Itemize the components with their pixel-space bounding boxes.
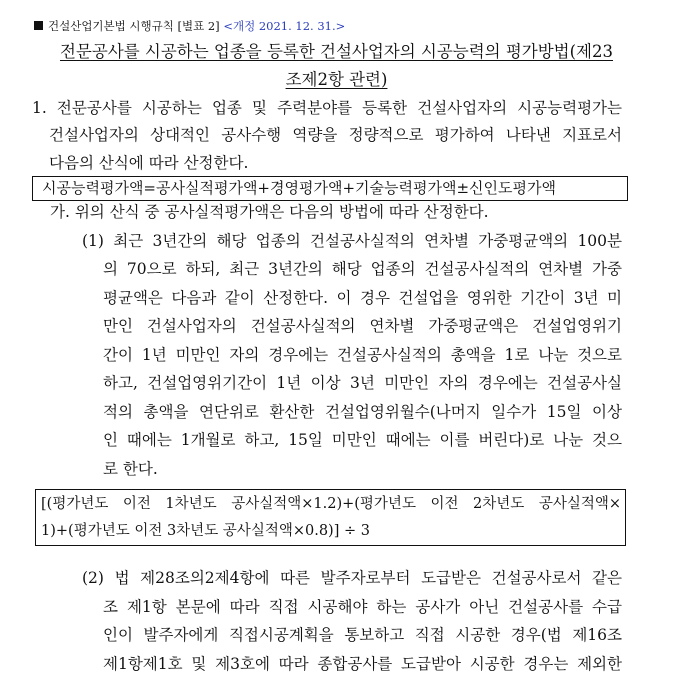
item2-line-1: (2) 법 제28조의2제4항에 따른 발주자로부터 도급받은 건설공사로서 같은 [82,569,622,587]
item-ga: 가. 위의 산식 중 공사실적평가액은 다음의 방법에 따라 산정한다. [50,203,489,221]
item1-line-6: 하고, 건설업영위기간이 1년 이상 3년 미만인 자의 경우에는 건설공사실 [103,374,622,392]
item1-line-5: 간이 1년 미만인 자의 경우에는 건설공사실적의 총액을 1로 나눈 것으로 [103,346,622,364]
title-line-1: 전문공사를 시공하는 업종을 등록한 건설사업자의 시공능력의 평가방법(제23 [59,42,613,61]
item1-line-3: 평균액은 다음과 같이 산정한다. 이 경우 건설업을 영위한 기간이 3년 미 [103,289,622,307]
formula-weighted-line-1: [(평가년도 이전 1차년도 공사실적액×1.2)+(평가년도 이전 2차년도 공사실적액× [41,496,621,512]
section1-line-2: 건설사업자의 상대적인 공사수행 역량을 정량적으로 평가하여 나타낸 지표로서 [49,126,622,144]
item2-line-3: 인이 발주자에게 직접시공계획을 통보하고 직접 시공한 경우(법 제16조 [103,626,622,644]
header-label: 건설산업기본법 시행규칙 [별표 2] [48,19,220,33]
item1-line-7: 적의 총액을 연단위로 환산한 건설업영위월수(나머지 일수가 15일 이상 [103,403,622,421]
section1-line-1: 1. 전문공사를 시공하는 업종 및 주력분야를 등록한 건설사업자의 시공능력평가는 [32,99,622,117]
square-bullet-icon [34,21,43,30]
item2-line-2: 조 제1항 본문에 따라 직접 시공해야 하는 공사가 아닌 건설공사를 수급 [103,598,622,616]
formula-main: 시공능력평가액=공사실적평가액+경영평가액+기술능력평가액±신인도평가액 [42,179,556,197]
revision-note: <개정 2021. 12. 31.> [223,19,346,33]
item1-line-2: 의 70으로 하되, 최근 3년간의 해당 업종의 건설공사실적의 연차별 가중 [103,260,622,278]
item1-line-1: (1) 최근 3년간의 해당 업종의 건설공사실적의 연차별 가중평균액의 100분 [82,232,622,250]
item1-line-4: 만인 건설사업자의 건설공사실적의 연차별 가중평균액은 건설업영위기 [103,317,622,335]
formula-weighted-line-2: 1)+(평가년도 이전 3차년도 공사실적액×0.8)] ÷ 3 [41,523,370,539]
item1-line-9: 로 한다. [103,460,158,478]
item1-line-8: 인 때에는 1개월로 하고, 15일 미만인 때에는 이를 버린다)로 나눈 것으 [103,431,622,449]
item2-line-4: 제1항제1호 및 제3호에 따라 종합공사를 도급받아 시공한 경우는 제외한 [103,655,622,673]
section1-line-3: 다음의 산식에 따라 산정한다. [49,154,249,172]
document-header [34,17,345,35]
title-line-2: 조제2항 관련) [285,70,388,89]
